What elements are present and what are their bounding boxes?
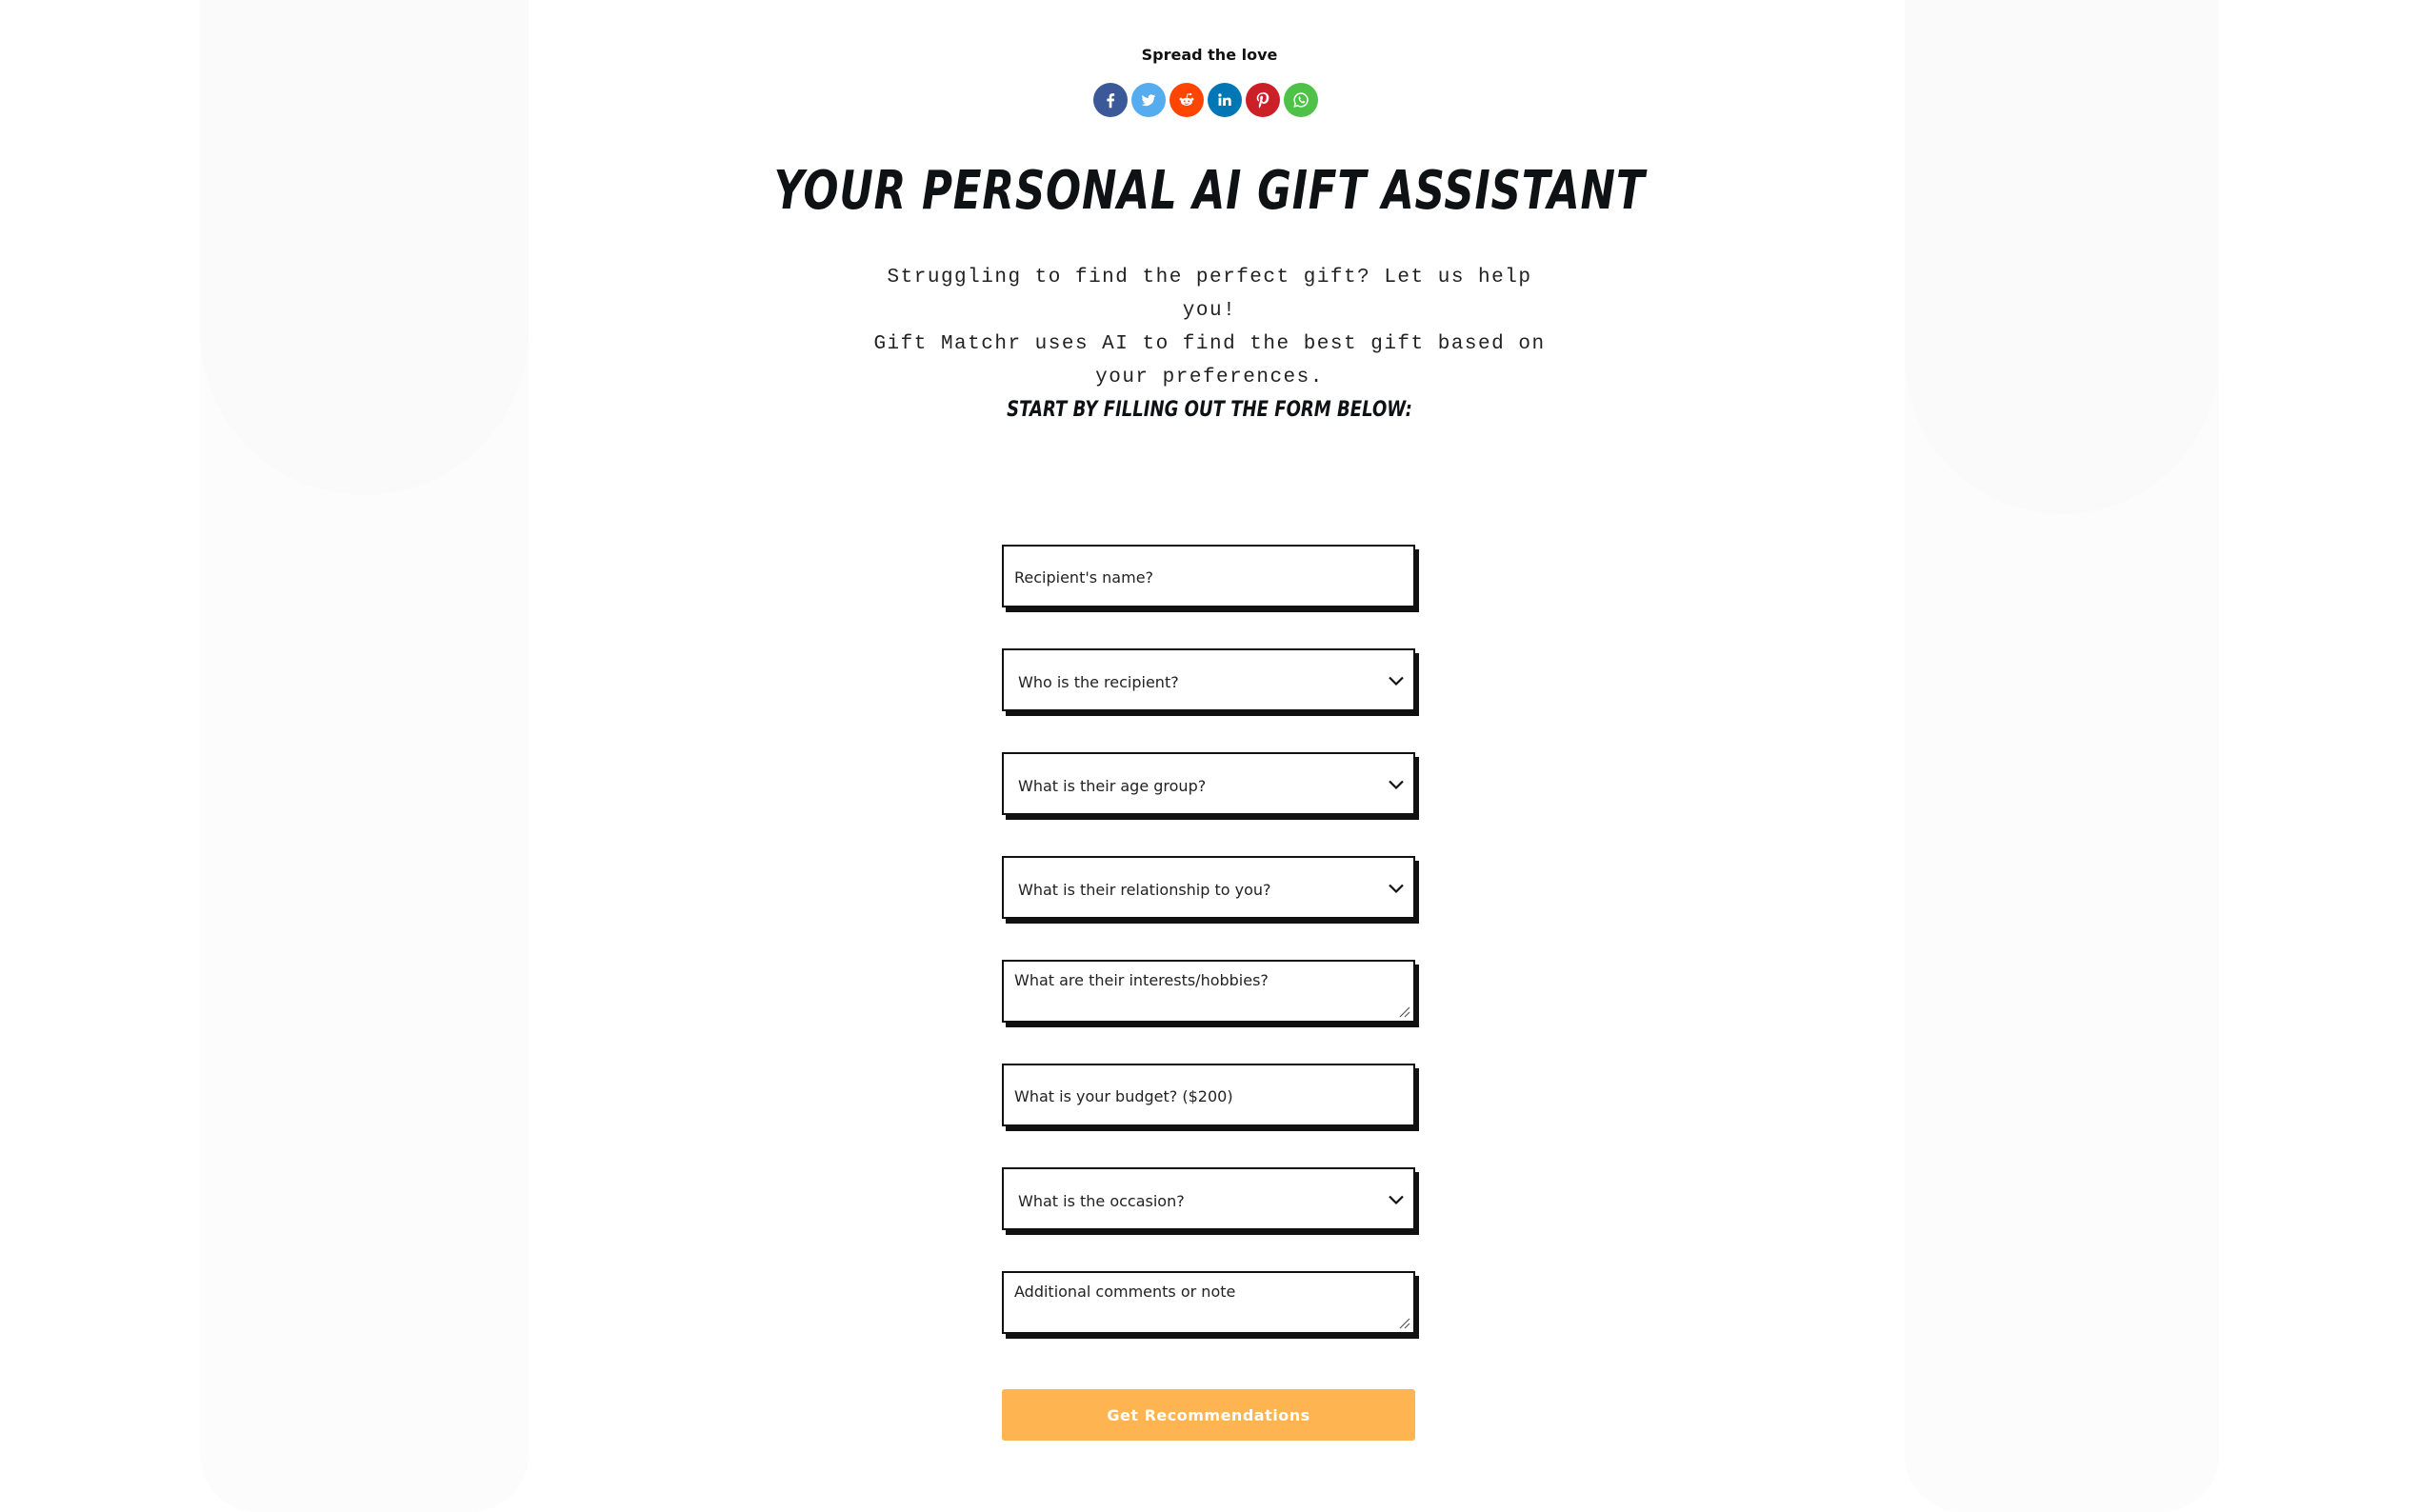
- share-buttons: [1093, 83, 1318, 117]
- recipient-select-value: Who is the recipient?: [1018, 673, 1179, 691]
- whatsapp-icon: [1290, 90, 1311, 110]
- reddit-icon: [1176, 90, 1197, 110]
- chevron-down-icon: [1387, 879, 1406, 898]
- twitter-share-button[interactable]: [1131, 83, 1166, 117]
- resize-handle-icon[interactable]: [1397, 1316, 1410, 1329]
- page-title: YOUR PERSONAL AI GIFT ASSISTANT: [773, 160, 1646, 222]
- chevron-down-icon: [1387, 671, 1406, 690]
- whatsapp-share-button[interactable]: [1284, 83, 1318, 117]
- age-group-select-value: What is their age group?: [1018, 777, 1207, 795]
- intro-line-2: Gift Matchr uses AI to find the best gift based on: [873, 333, 1546, 355]
- recipient-name-placeholder: Recipient's name?: [1014, 568, 1154, 587]
- pinterest-share-button[interactable]: [1246, 83, 1280, 117]
- relationship-select[interactable]: [1002, 856, 1415, 919]
- interests-textarea[interactable]: [1002, 960, 1415, 1023]
- resize-handle-icon[interactable]: [1397, 1005, 1410, 1018]
- facebook-icon: [1100, 90, 1121, 110]
- recipient-select[interactable]: [1002, 648, 1415, 711]
- interests-placeholder: What are their interests/hobbies?: [1014, 971, 1269, 989]
- chevron-down-icon: [1387, 1190, 1406, 1209]
- recipient-name-input[interactable]: [1002, 545, 1415, 607]
- occasion-select-value: What is the occasion?: [1018, 1192, 1185, 1210]
- twitter-icon: [1138, 90, 1159, 110]
- intro-line-3: your preferences.: [1095, 367, 1324, 388]
- budget-placeholder: What is your budget? ($200): [1014, 1087, 1233, 1105]
- age-group-select[interactable]: [1002, 752, 1415, 815]
- reddit-share-button[interactable]: [1170, 83, 1204, 117]
- comments-placeholder: Additional comments or note: [1014, 1283, 1236, 1301]
- form-subtitle: START BY FILLING OUT THE FORM BELOW:: [1007, 398, 1412, 422]
- occasion-select[interactable]: [1002, 1167, 1415, 1230]
- budget-input[interactable]: [1002, 1064, 1415, 1126]
- linkedin-icon: [1214, 90, 1235, 110]
- intro-line-1: Struggling to find the perfect gift? Let us help you!: [887, 267, 1532, 322]
- comments-textarea[interactable]: [1002, 1271, 1415, 1334]
- intro-text: [857, 261, 1562, 394]
- pinterest-icon: [1252, 90, 1273, 110]
- get-recommendations-button[interactable]: Get Recommendations: [1002, 1389, 1415, 1441]
- share-title: Spread the love: [1141, 46, 1278, 64]
- relationship-select-value: What is their relationship to you?: [1018, 881, 1271, 899]
- chevron-down-icon: [1387, 775, 1406, 794]
- facebook-share-button[interactable]: [1093, 83, 1128, 117]
- linkedin-share-button[interactable]: [1208, 83, 1242, 117]
